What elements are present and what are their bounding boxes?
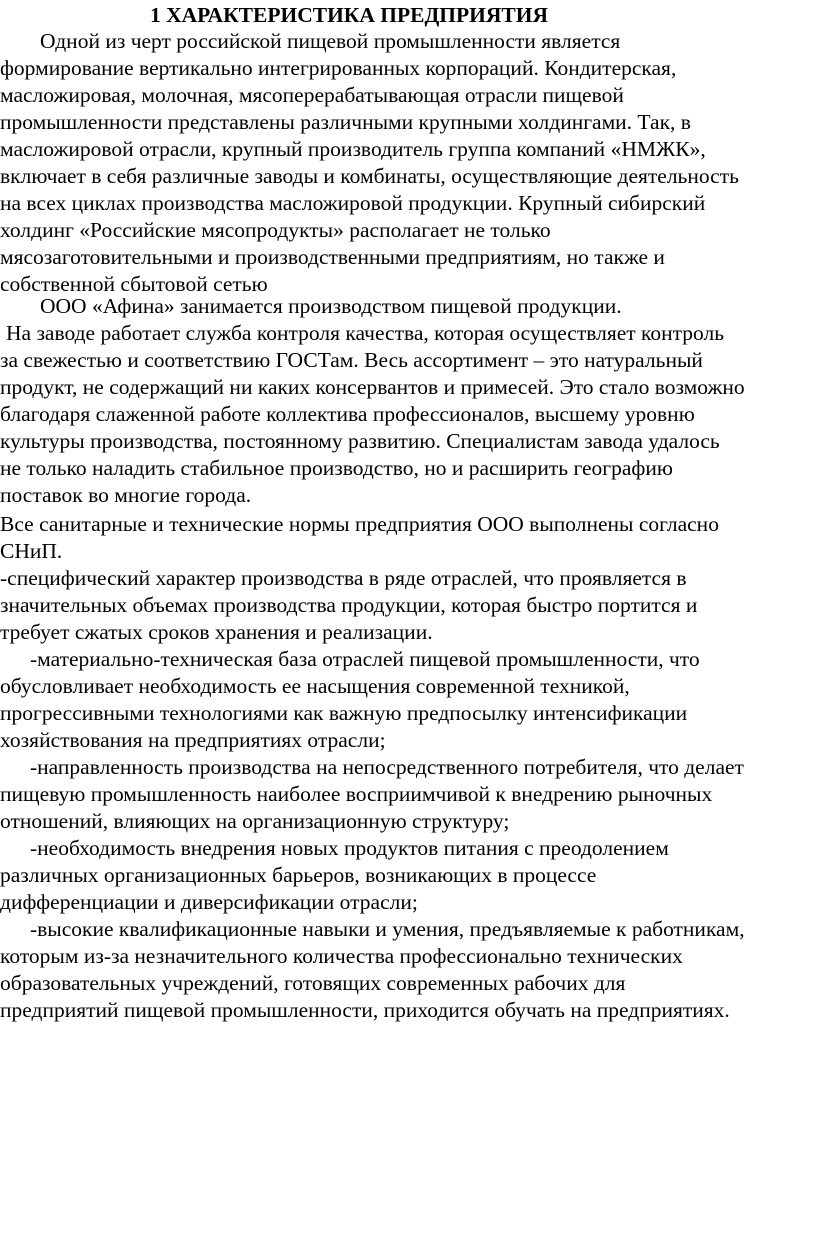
list-item-line: различных организационных барьеров, возникающих в процессе (0, 863, 597, 887)
list-item-line: отношений, влияющих на организационную структуру; (0, 809, 510, 833)
paragraph-line: холдинг «Российские мясопродукты» располагает не только (0, 218, 551, 242)
list-item-line: -высокие квалификационные навыки и умения, предъявляемые к работникам, (30, 917, 745, 941)
list-item-line: обусловливает необходимость ее насыщения современной техникой, (0, 674, 630, 698)
paragraph-line: не только наладить стабильное производство, но и расширить географию (0, 456, 673, 480)
paragraph-line: мясозаготовительными и производственными предприятиям, но также и (0, 245, 665, 269)
list-item-line: образовательных учреждений, готовящих современных рабочих для (0, 971, 626, 995)
paragraph-line: СНиП. (0, 539, 63, 563)
paragraph-line: на всех циклах производства масложировой продукции. Крупный сибирский (0, 191, 706, 215)
paragraph-line: продукт, не содержащий ни каких консервантов и примесей. Это стало возможно (0, 375, 745, 399)
paragraph-line: промышленности представлены различными крупными холдингами. Так, в (0, 110, 691, 134)
paragraph-line: формирование вертикально интегрированных корпораций. Кондитерская, (0, 56, 677, 80)
paragraph-line: Все санитарные и технические нормы предприятия ООО выполнены согласно (0, 512, 719, 536)
list-item-line: -необходимость внедрения новых продуктов питания с преодолением (30, 836, 669, 860)
list-item-line: пищевую промышленность наиболее восприимчивой к внедрению рыночных (0, 782, 713, 806)
list-item-line: которым из-за незначительного количества профессионально технических (0, 944, 683, 968)
paragraph-line: поставок во многие города. (0, 483, 252, 507)
paragraph-line: масложировой отрасли, крупный производитель группа компаний «НМЖК», (0, 137, 706, 161)
list-item-line: -материально-техническая база отраслей пищевой промышленности, что (30, 647, 700, 671)
list-item-line: дифференциации и диверсификации отрасли; (0, 890, 418, 914)
paragraph-line: благодаря слаженной работе коллектива профессионалов, высшему уровню (0, 402, 695, 426)
paragraph-line: ООО «Афина» занимается производством пищевой продукции. (40, 294, 622, 318)
section-title: 1 ХАРАКТЕРИСТИКА ПРЕДПРИЯТИЯ (150, 3, 548, 27)
list-item-line: хозяйствования на предприятиях отрасли; (0, 728, 386, 752)
list-item-line: прогрессивными технологиями как важную предпосылку интенсификации (0, 701, 688, 725)
paragraph-line: за свежестью и соответствию ГОСТам. Весь ассортимент – это натуральный (0, 348, 703, 372)
list-item-line: предприятий пищевой промышленности, приходится обучать на предприятиях. (0, 998, 730, 1022)
paragraph-line: На заводе работает служба контроля качества, которая осуществляет контроль (6, 321, 725, 345)
list-item-line: -направленность производства на непосредственного потребителя, что делает (30, 755, 744, 779)
paragraph-line: собственной сбытовой сетью (0, 272, 268, 296)
list-item-line: значительных объемах производства продукции, которая быстро портится и (0, 593, 698, 617)
paragraph-line: Одной из черт российской пищевой промышленности является (40, 29, 621, 53)
paragraph-line: включает в себя различные заводы и комбинаты, осуществляющие деятельность (0, 164, 739, 188)
list-item-line: требует сжатых сроков хранения и реализации. (0, 620, 433, 644)
list-item-line: -специфический характер производства в ряде отраслей, что проявляется в (0, 566, 687, 590)
paragraph-line: культуры производства, постоянному развитию. Специалистам завода удалось (0, 429, 720, 453)
paragraph-line: масложировая, молочная, мясоперерабатывающая отрасли пищевой (0, 83, 624, 107)
